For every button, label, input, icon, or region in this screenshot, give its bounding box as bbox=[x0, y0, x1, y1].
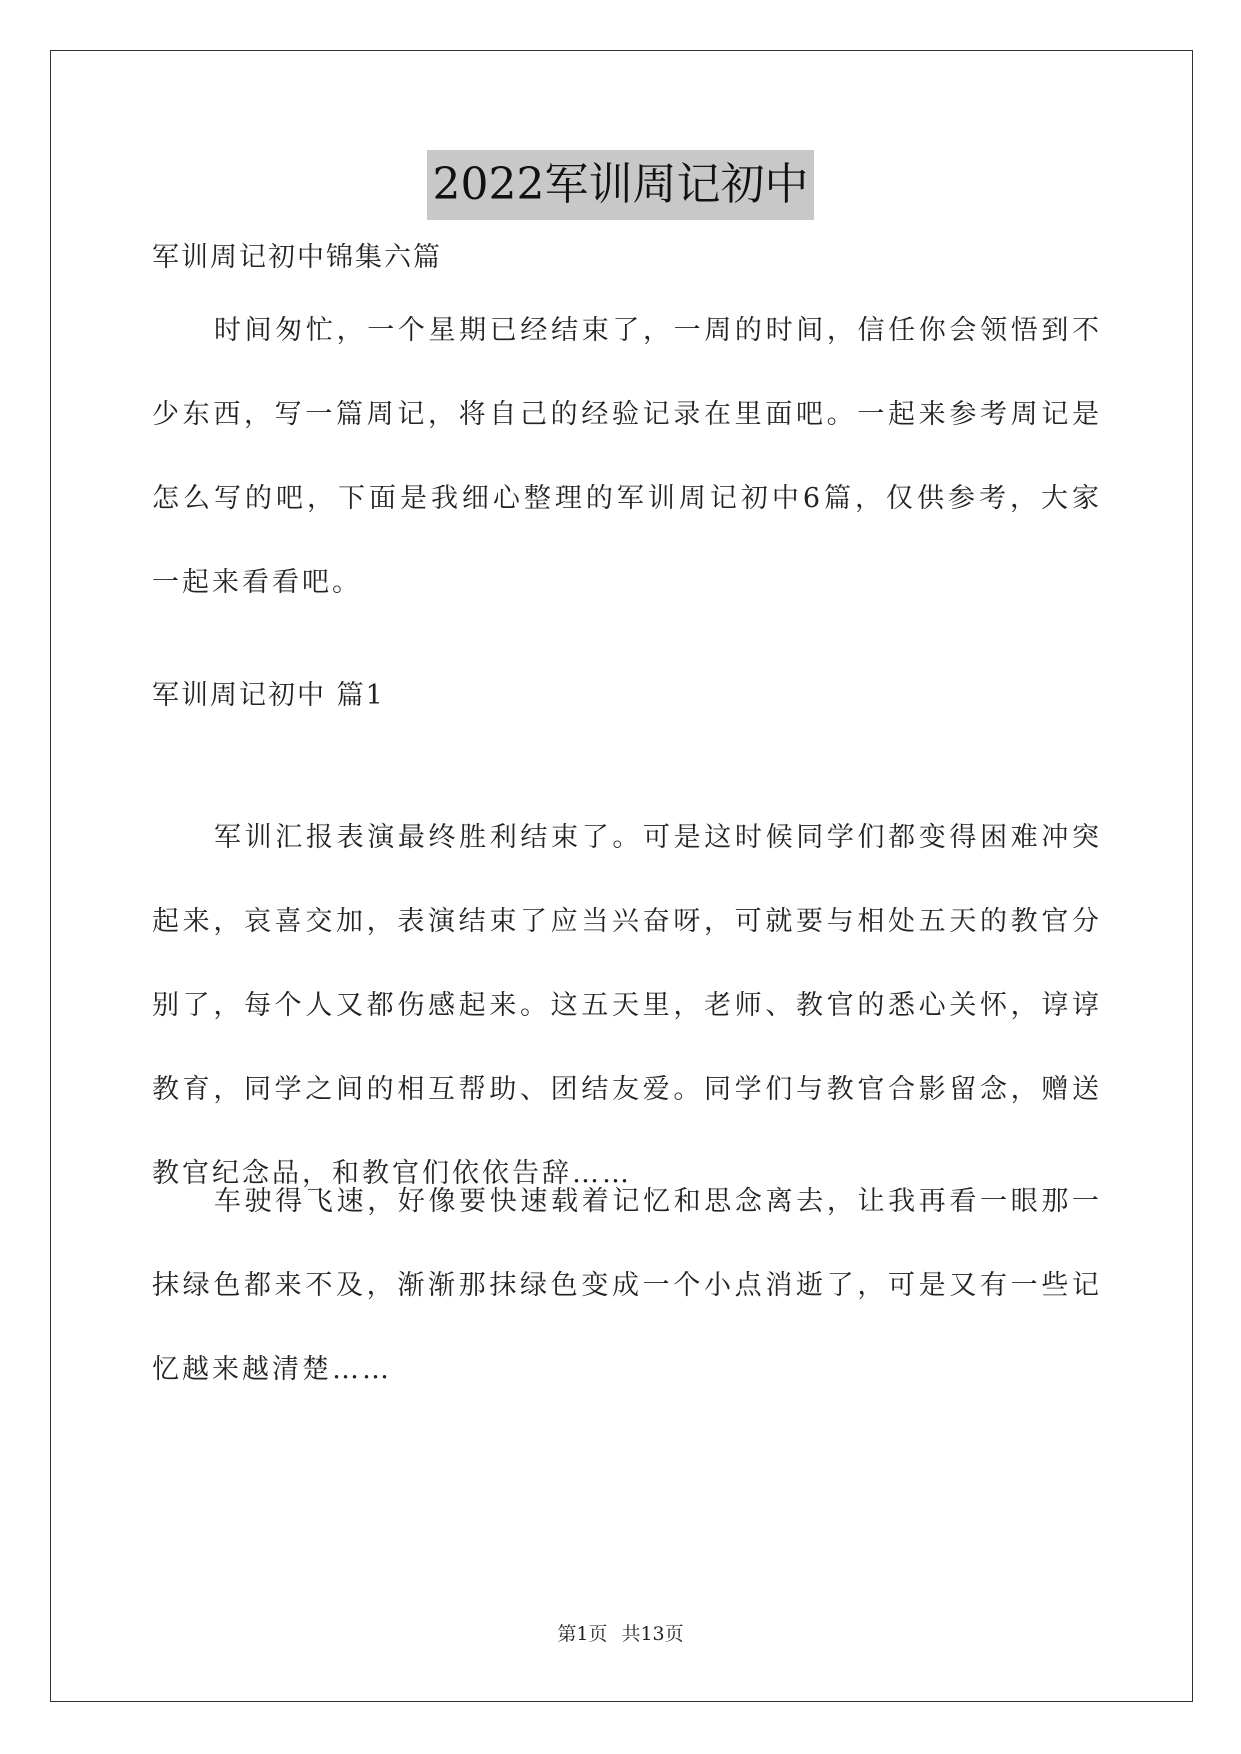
page-footer bbox=[0, 1621, 1241, 1647]
page-number-current: 第1页 bbox=[557, 1623, 608, 1645]
body-paragraph-1: 军训汇报表演最终胜利结束了。可是这时候同学们都变得困难冲突起来，哀喜交加，表演结束了应当兴奋呀，可就要与相处五天的教官分别了，每个人又都伤感起来。这五天里，老师、教官的悉心关怀，谆谆教育，同学之间的相互帮助、团结友爱。同学们与教官合影留念，赠送教官纪念品，和教官们依依告辞…… bbox=[152, 822, 1102, 1189]
section-heading: 军训周记初中 篇1 bbox=[152, 680, 385, 711]
body-paragraph-2: 车驶得飞速，好像要快速载着记忆和思念离去，让我再看一眼那一抹绿色都来不及，渐渐那抹绿色变成一个小点消逝了，可是又有一些记忆越来越清楚…… bbox=[152, 1186, 1102, 1385]
page-number-total: 共13页 bbox=[621, 1623, 684, 1645]
document-title: 2022军训周记初中 bbox=[427, 150, 815, 220]
intro-paragraph: 时间匆忙，一个星期已经结束了，一周的时间，信任你会领悟到不少东西，写一篇周记，将自己的经验记录在里面吧。一起来参考周记是怎么写的吧，下面是我细心整理的军训周记初中6篇，仅供参考，大家一起来看看吧。 bbox=[152, 315, 1102, 598]
document-subtitle: 军训周记初中锦集六篇 bbox=[152, 242, 442, 273]
title-wrap bbox=[0, 150, 1241, 220]
